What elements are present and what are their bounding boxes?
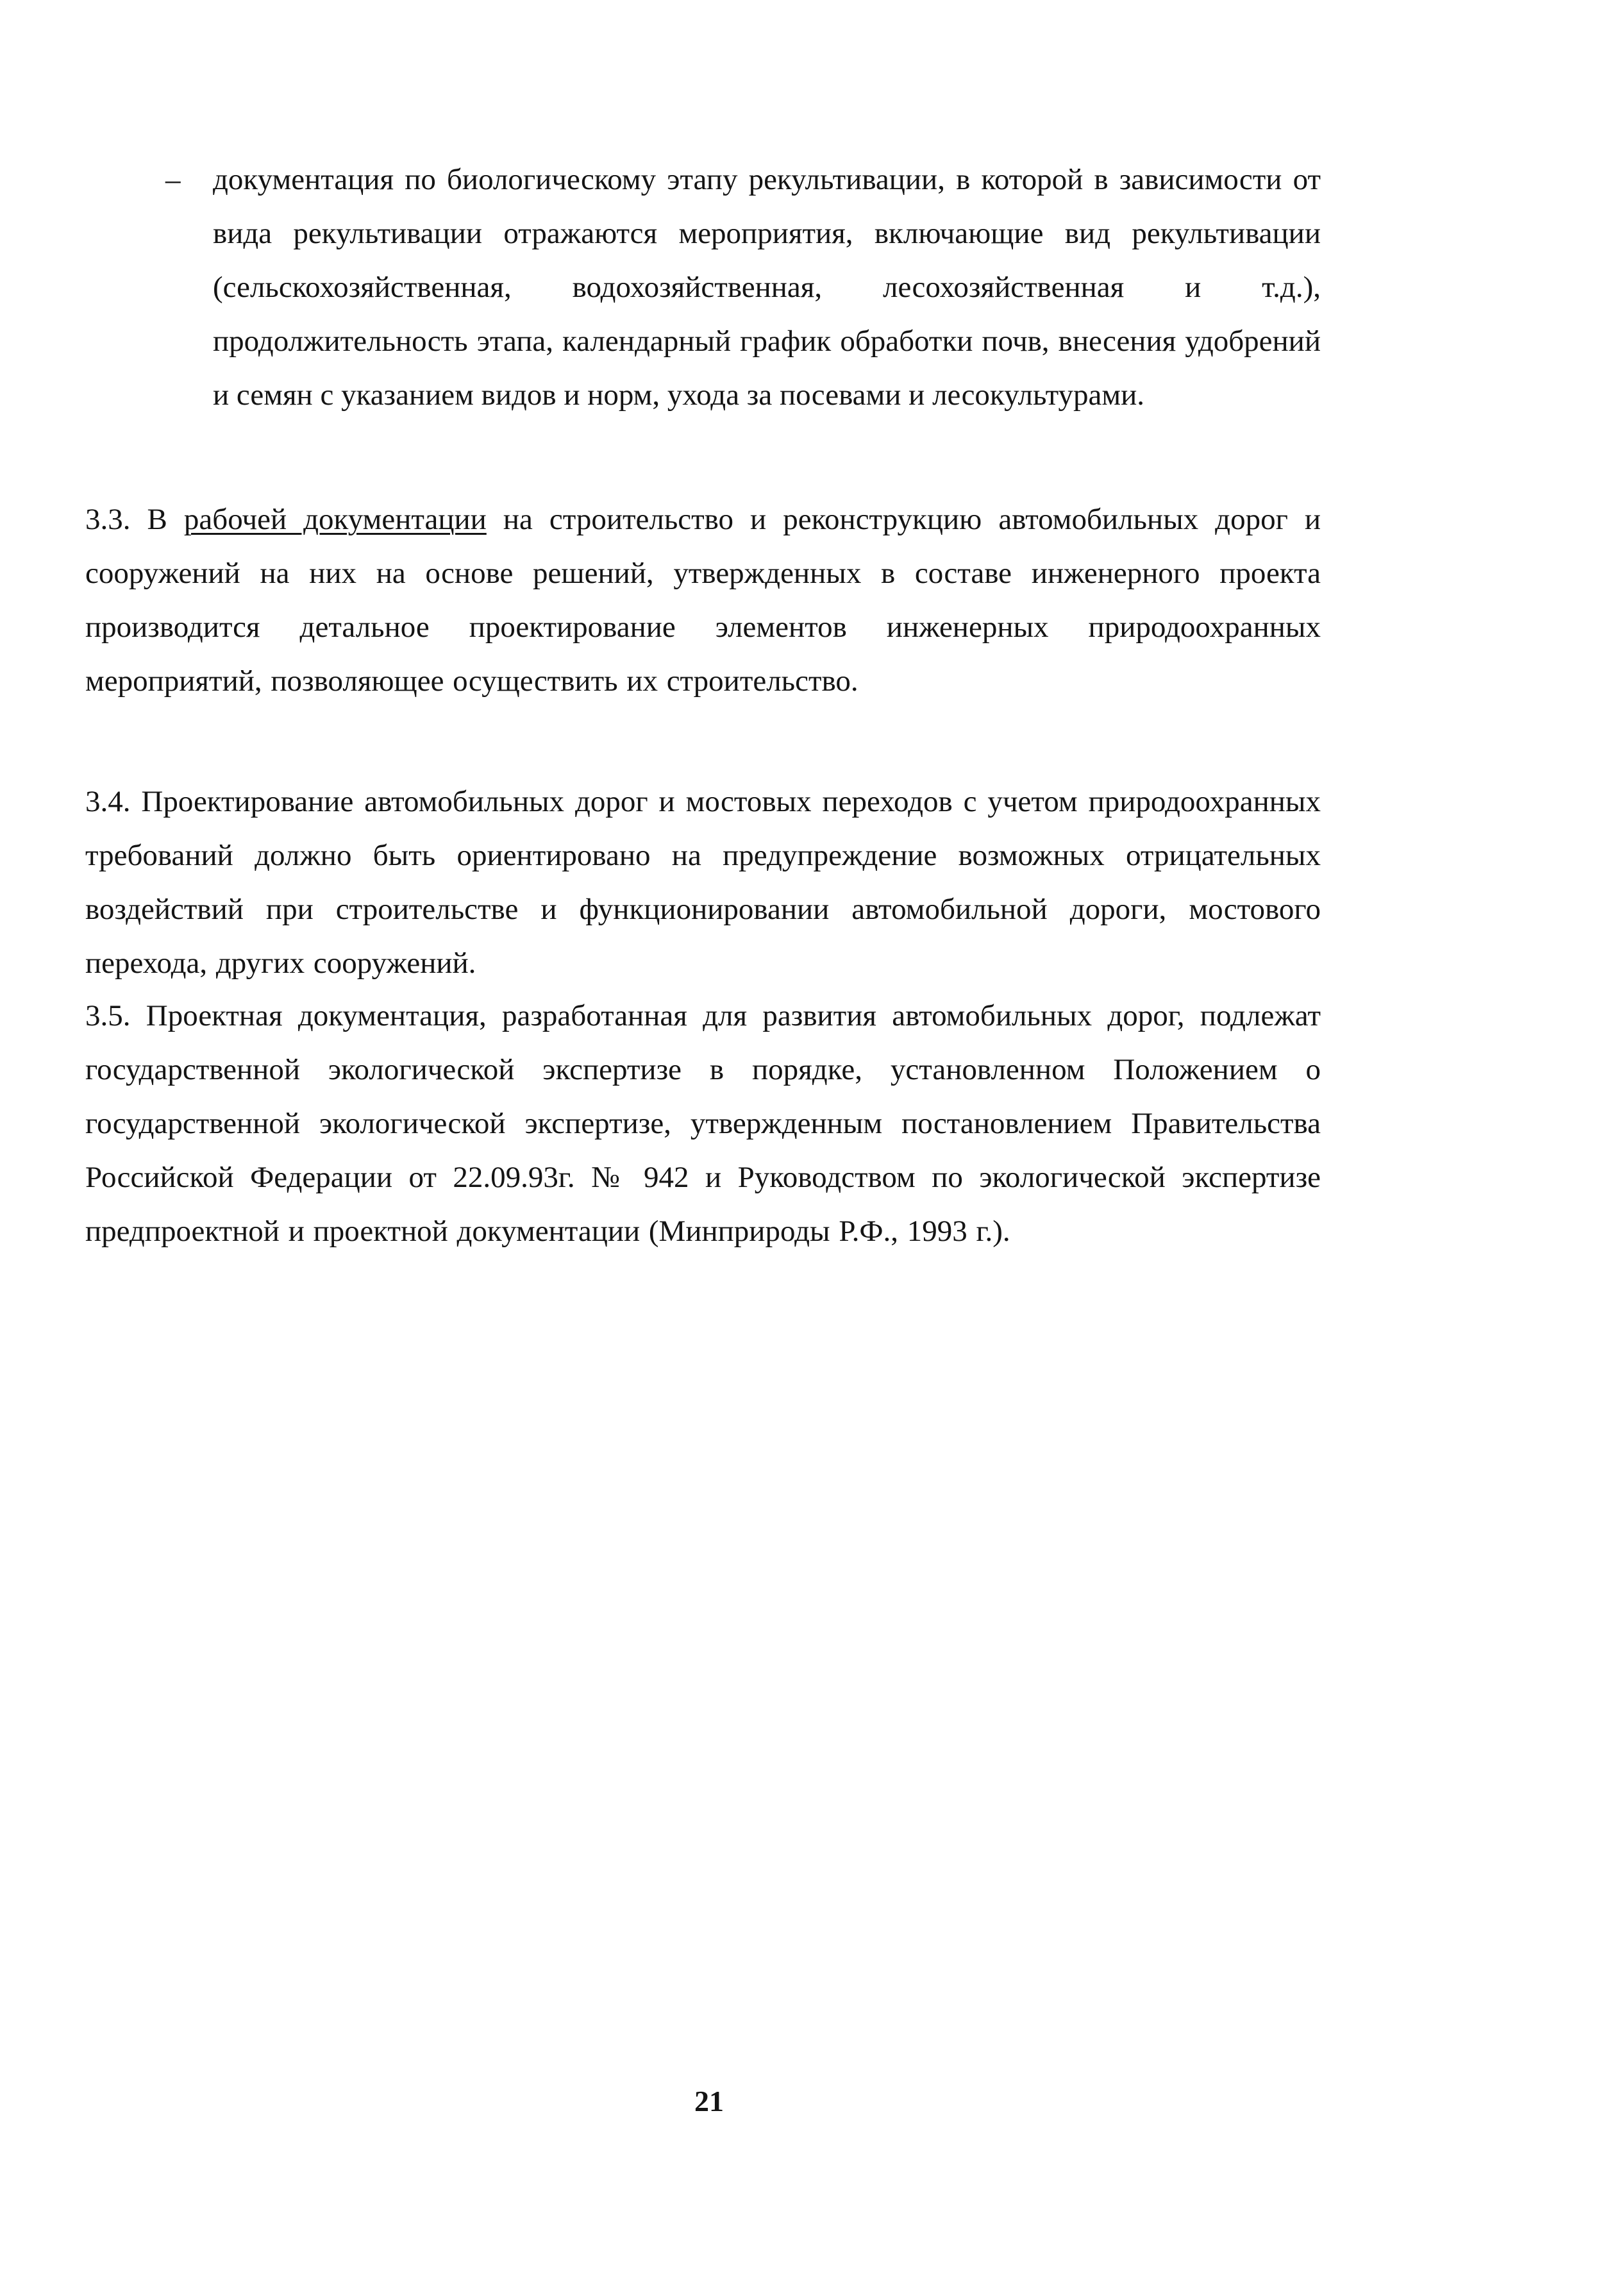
paragraph-3-3-number: 3.3. — [85, 503, 131, 536]
paragraph-3-3-lead: В — [147, 503, 167, 536]
paragraph-3-3 — [85, 492, 1321, 708]
paragraph-3-4-text: Проектирование автомобильных дорог и мостовых переходов с учетом природоохранных требований должно быть ориентировано на предупреждение возможных отрицательных воздействий при строительстве и функционировании автомобильной дороги, мостового перехода, других сооружений. — [85, 785, 1321, 980]
paragraph-3-5-number: 3.5. — [85, 999, 131, 1032]
paragraph-3-5-text: Проектная документация, разработанная для развития автомобильных дорог, подлежат государственной экологической экспертизе в порядке, установленном Положением о государственной экологической экспертизе, утвержденным постановлением Правительства Российской Федерации от 22.09.93г. № 942 и Руководством по экологической экспертизе предпроектной и проектной документации (Минприроды Р.Ф., 1993 г.). — [85, 999, 1321, 1248]
bullet-paragraph: документация по биологическому этапу рекультивации, в которой в зависимости от вида рекультивации отражаются мероприятия, включающие вид рекультивации (сельскохозяйственная, водохозяйственная, лесохозяйственная и т.д.), продолжительность этапа, календарный график обработки почв, внесения удобрений и семян с указанием видов и норм, ухода за посевами и лесокультурами. — [213, 163, 1321, 412]
paragraph-3-3-underlined-term: рабочей документации — [183, 503, 487, 536]
paragraph-3-4-number: 3.4. — [85, 785, 131, 818]
bullet-dash: – — [165, 163, 181, 196]
paragraph-3-3-text: на строительство и реконструкцию автомобильных дорог и сооружений на них на основе решений, утвержденных в составе инженерного проекта производится детальное проектирование элементов инженерных природоохранных мероприятий, позволяющее осуществить их строительство. — [85, 503, 1321, 698]
paragraph-3-5 — [85, 989, 1321, 1258]
paragraph-3-4 — [85, 775, 1321, 990]
page-number: 21 — [694, 2085, 724, 2117]
